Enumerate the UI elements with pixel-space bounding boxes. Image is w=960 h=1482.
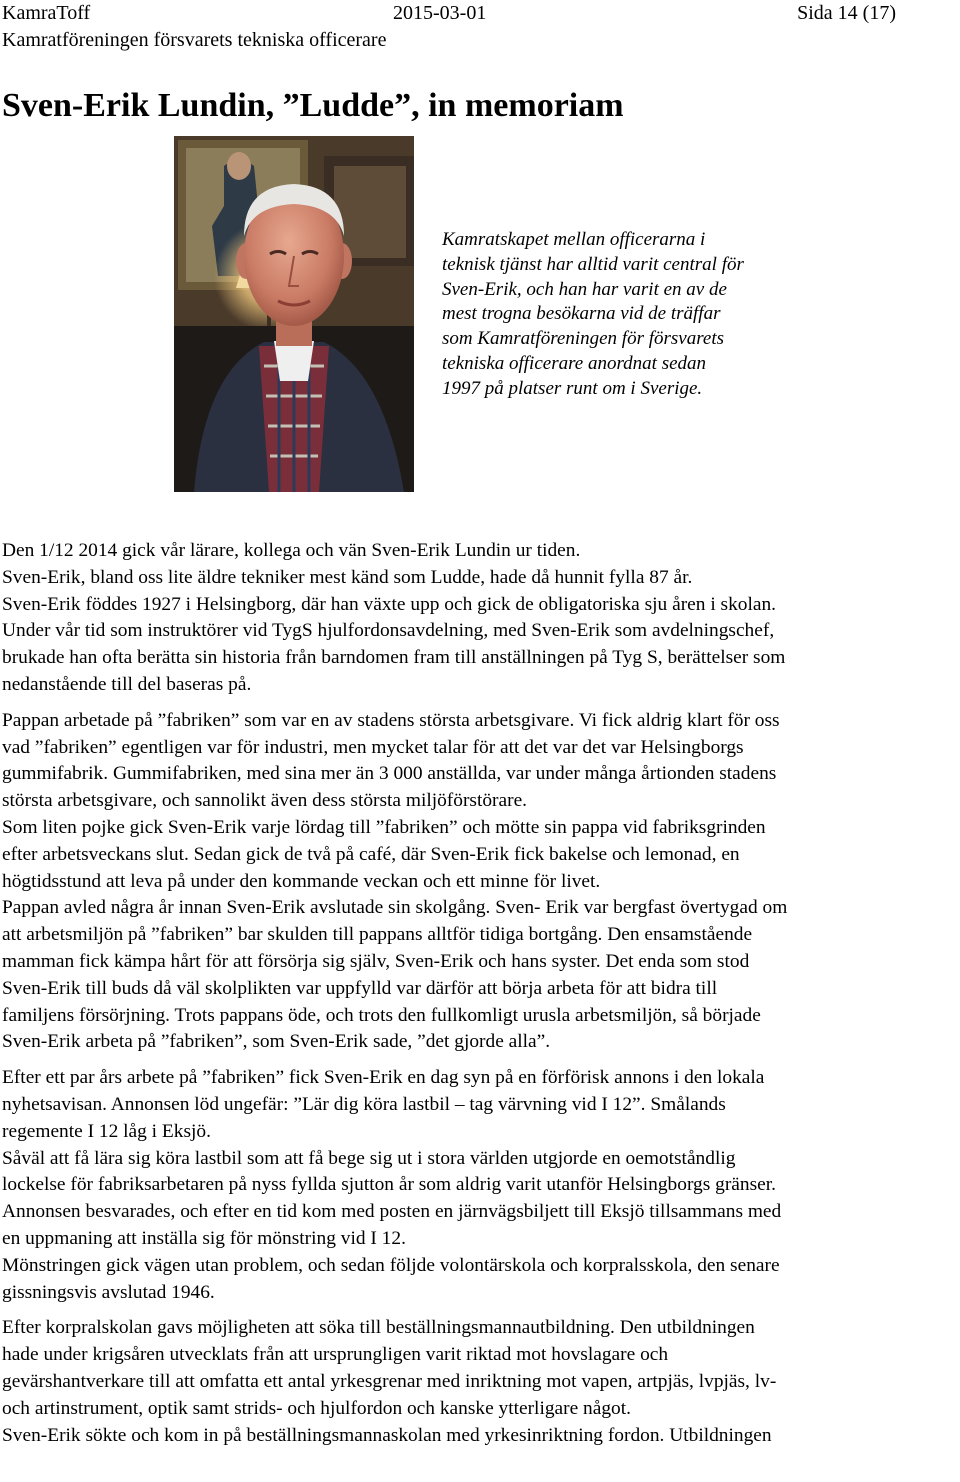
body-line: Mönstringen gick vägen utan problem, och sedan följde volontärskola och korpralsskola, den senare — [2, 1254, 780, 1276]
caption-line: Kamratskapet mellan officerarna i — [442, 229, 706, 250]
body-line: gissningsvis avslutad 1946. — [2, 1281, 215, 1303]
caption-line: teknisk tjänst har alltid varit central för — [442, 253, 744, 275]
body-line: regemente I 12 låg i Eksjö. — [2, 1120, 211, 1142]
body-line: Som liten pojke gick Sven-Erik varje lördag till ”fabriken” och mötte sin pappa vid fabriksgrinden — [2, 816, 766, 838]
body-line: Sven-Erik till buds då väl skolplikten var uppfylld var därför att börja arbeta för att bidra till — [2, 977, 718, 999]
body-line: Sven-Erik arbeta på ”fabriken”, som Sven-Erik sade, ”det gjorde alla”. — [2, 1031, 551, 1053]
body-line: hade under krigsåren utvecklats från att ursprungligen varit riktad mot hovslagare och — [2, 1344, 669, 1366]
body-line: att arbetsmiljön på ”fabriken” bar skulden till pappans alltför tidiga bortgång. Den ensamstående — [2, 924, 753, 946]
article-title: Sven-Erik Lundin, ”Ludde”, in memoriam — [2, 87, 624, 124]
body-line: brukade han ofta berätta sin historia från barndomen fram till anställningen på Tyg S, berättelser som — [2, 647, 786, 669]
caption-line: 1997 på platser runt om i Sverige. — [442, 377, 703, 399]
body-line: Sven-Erik föddes 1927 i Helsingborg, där han växte upp och gick de obligatoriska sju åren i skolan. — [2, 593, 777, 615]
body-line: familjens försörjning. Trots pappans öde, och trots den fullkomligt urusla arbetsmiljön, så började — [2, 1004, 761, 1026]
photo-caption — [442, 228, 822, 402]
header-page-number: Sida 14 (17) — [797, 2, 896, 24]
body-line: största arbetsgivare, och sannolikt även dess största miljöförstörare. — [2, 790, 528, 812]
body-line: nyhetsavisan. Annonsen löd ungefär: ”Lär dig köra lastbil – tag värvning vid I 12”. Smålands — [2, 1093, 726, 1115]
body-line: vad ”fabriken” egentligen var för industri, men mycket talar för att det var det var Helsingborgs — [2, 736, 744, 758]
body-line: en uppmaning att inställa sig för mönstring vid I 12. — [2, 1227, 406, 1249]
caption-line: Sven-Erik, och han har varit en av de — [442, 278, 727, 300]
header-org-short: KamraToff — [2, 2, 91, 24]
body-line: Sven-Erik, bland oss lite äldre tekniker mest känd som Ludde, hade då hunnit fylla 87 år. — [2, 566, 693, 588]
body-line: Annonsen besvarades, och efter en tid kom med posten en järnvägsbiljett till Eksjö tillsammans med — [2, 1201, 782, 1223]
page-header — [2, 0, 958, 54]
body-line: och artinstrument, optik samt strids- och hjulfordon och kanske ytterligare något. — [2, 1397, 631, 1419]
body-line: Efter korpralskolan gavs möjligheten att söka till beställningsmannautbildning. Den utbildningen — [2, 1317, 755, 1339]
body-line: gevärshantverkare till att omfatta ett antal yrkesgrenar med inriktning mot vapen, artpjäs, lvpjäs, lv- — [2, 1370, 777, 1392]
article-body — [2, 538, 958, 1449]
header-org-full: Kamratföreningen försvarets tekniska officerare — [2, 29, 387, 51]
body-line: Såväl att få lära sig köra lastbil som att få bege sig ut i stora världen utgjorde en oemotståndlig — [2, 1147, 736, 1169]
body-line: högtidsstund att leva på under den kommande veckan och ett minne för livet. — [2, 870, 601, 892]
body-line: Pappan arbetade på ”fabriken” som var en av stadens största arbetsgivare. Vi fick aldrig klart för oss — [2, 709, 780, 731]
body-line: Efter ett par års arbete på ”fabriken” fick Sven-Erik en dag syn på en förförisk annons i den lokala — [2, 1067, 765, 1089]
body-line: gummifabrik. Gummifabriken, med sina mer än 3 000 anställda, var under många årtionden stadens — [2, 763, 777, 785]
caption-line: mest trogna besökarna vid de träffar — [442, 303, 721, 325]
body-line: efter arbetsveckans slut. Sedan gick de två på café, där Sven-Erik fick bakelse och lemonad, en — [2, 843, 740, 865]
caption-line: som Kamratföreningen för försvarets — [442, 328, 725, 350]
body-line: mamman fick kämpa hårt för att försörja sig själv, Sven-Erik och hans syster. Det enda som stod — [2, 950, 750, 972]
body-line: Under vår tid som instruktörer vid TygS hjulfordonsavdelning, med Sven-Erik som avdelningschef, — [2, 620, 775, 642]
body-line: Sven-Erik sökte och kom in på beställningsmannaskolan med yrkesinriktning fordon. Utbildningen — [2, 1424, 772, 1446]
body-line: Den 1/12 2014 gick vår lärare, kollega och vän Sven-Erik Lundin ur tiden. — [2, 540, 581, 561]
body-line: nedanstående till del baseras på. — [2, 673, 252, 695]
header-date: 2015-03-01 — [393, 2, 487, 24]
portrait-photo — [174, 136, 414, 492]
body-line: lockelse för fabriksarbetaren på nyss fyllda sjutton år som aldrig varit utanför Helsingborgs gränser. — [2, 1174, 776, 1196]
caption-line: tekniska officerare anordnat sedan — [442, 352, 707, 374]
body-line: Pappan avled några år innan Sven-Erik avslutade sin skolgång. Sven- Erik var bergfast övertygad om — [2, 897, 788, 919]
